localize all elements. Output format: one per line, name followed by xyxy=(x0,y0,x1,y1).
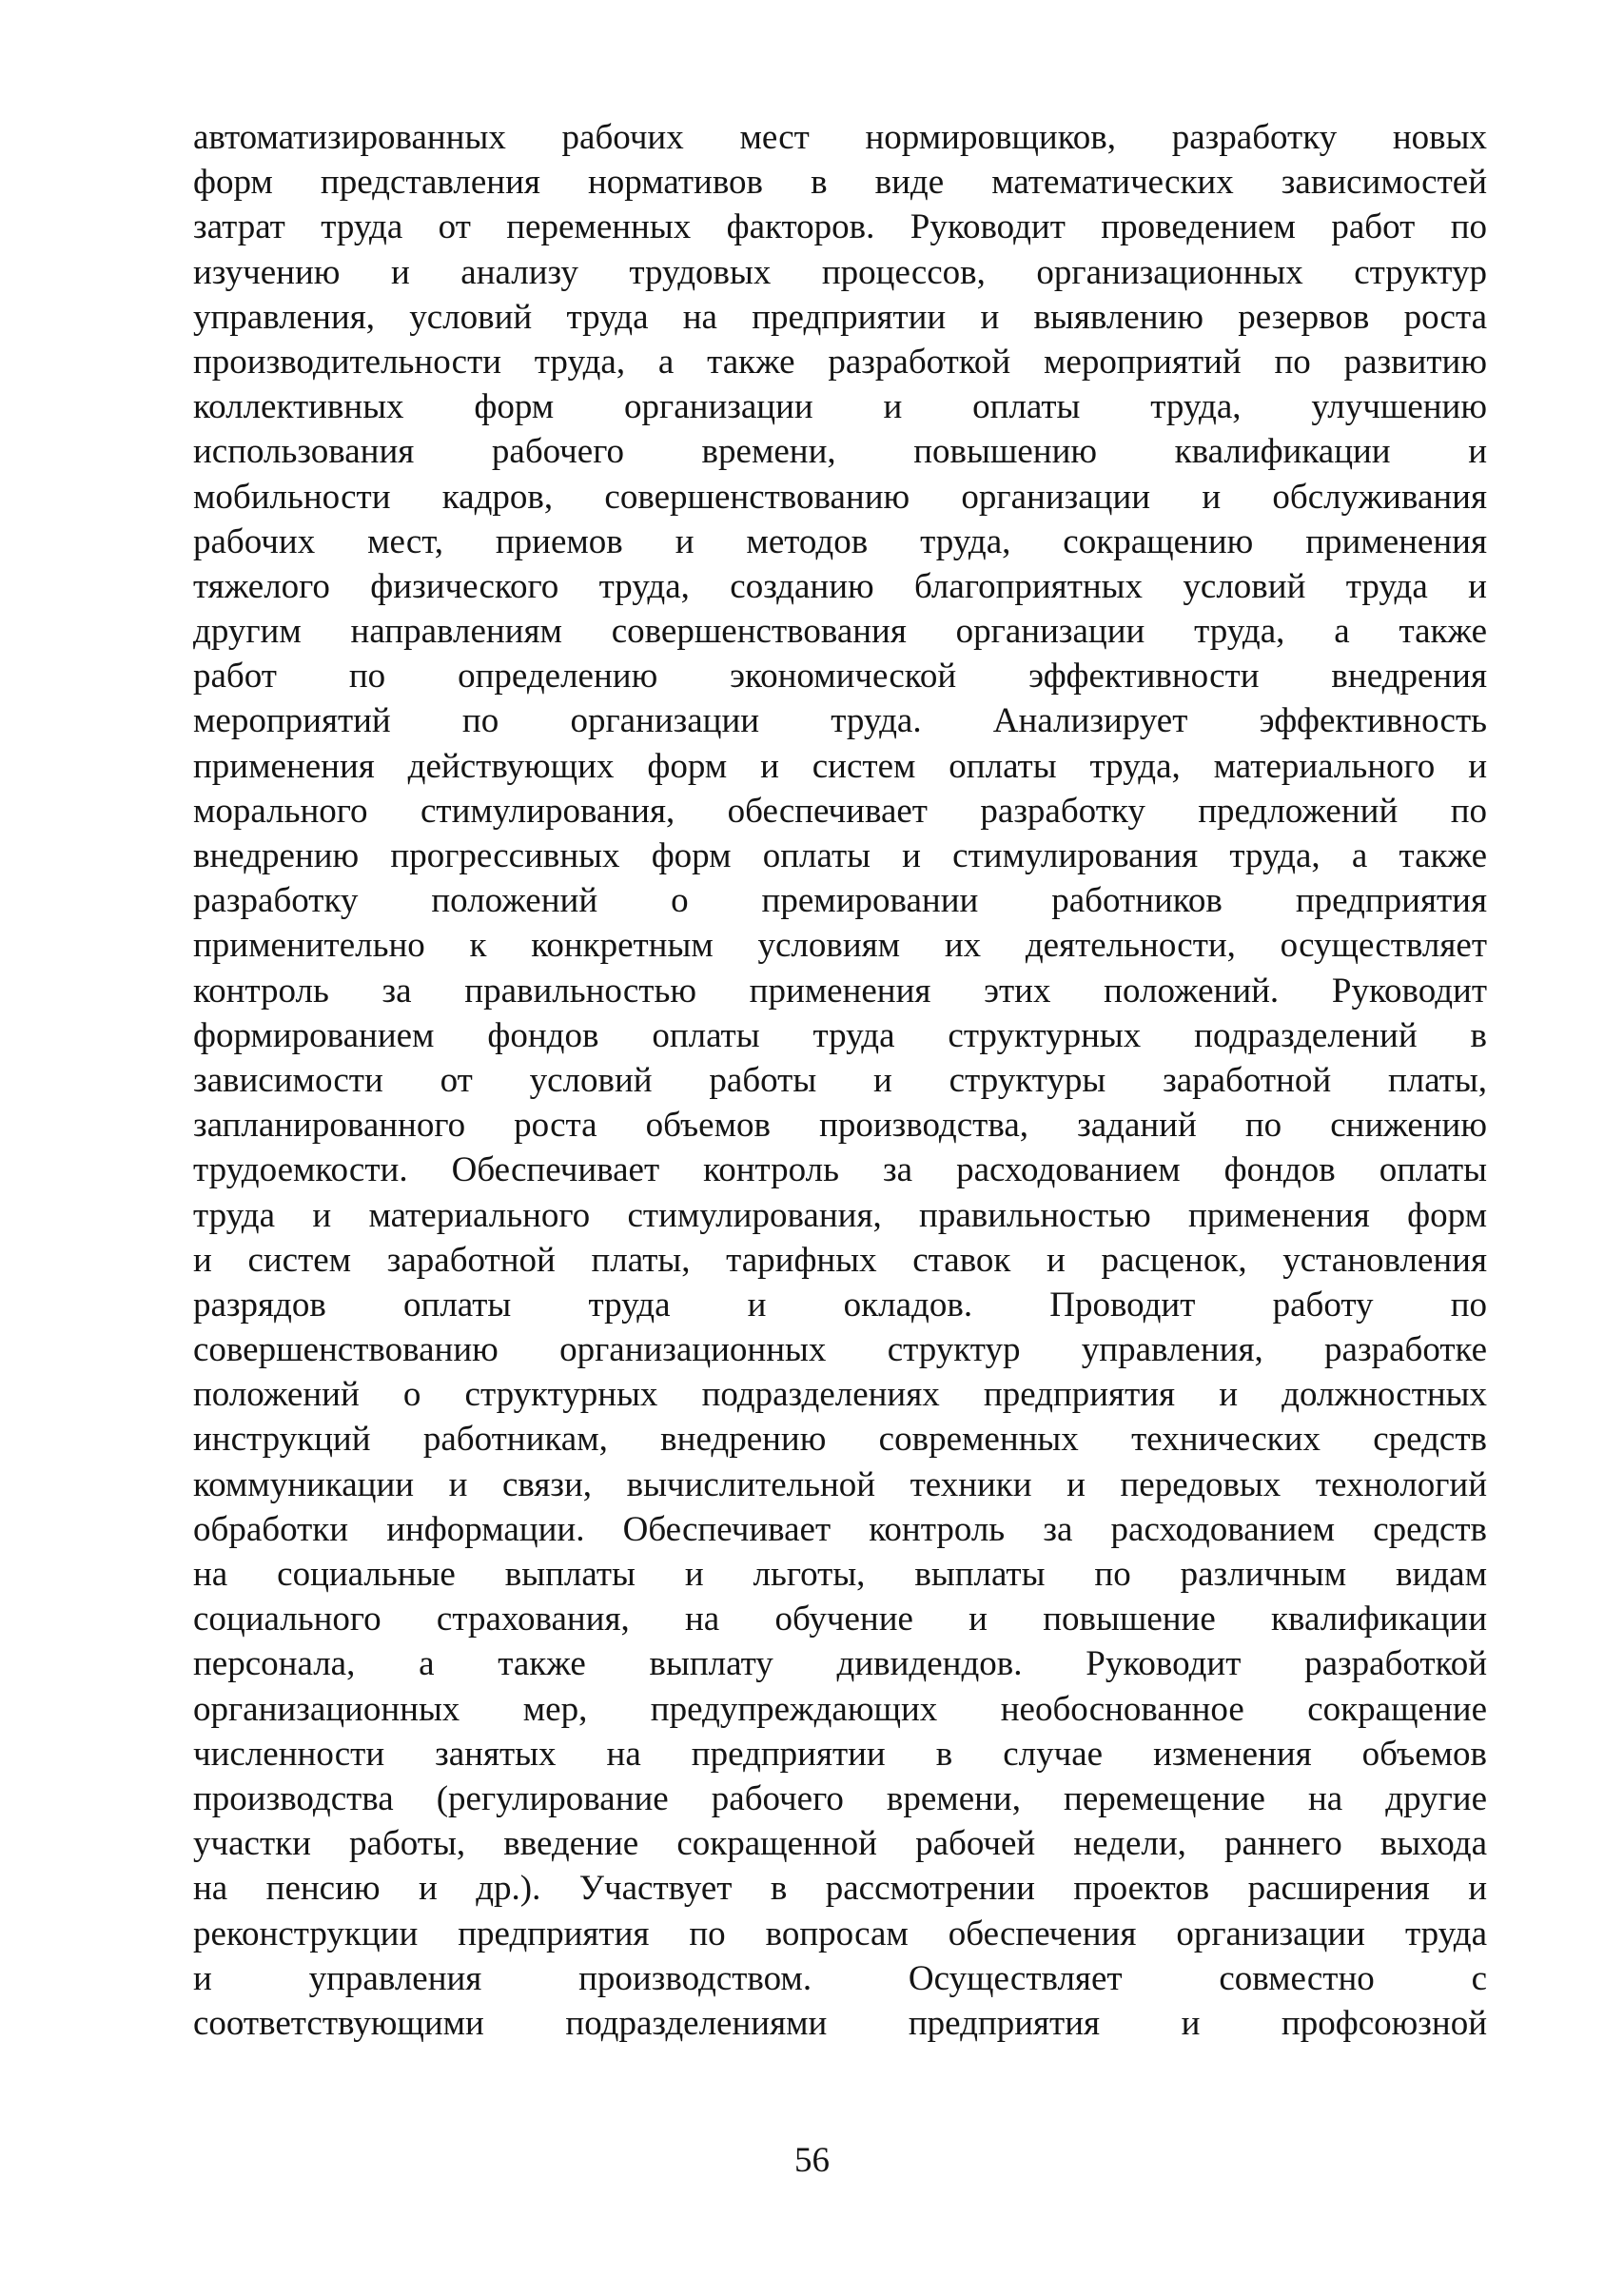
text-line: изучению и анализу трудовых процессов, организационных структур xyxy=(193,252,1487,292)
text-line: зависимости от условий работы и структуры заработной платы, xyxy=(193,1060,1487,1100)
text-line: мероприятий по организации труда. Анализирует эффективность xyxy=(193,701,1487,741)
text-line: рабочих мест, приемов и методов труда, сокращению применения xyxy=(193,521,1487,561)
text-line: и систем заработной платы, тарифных ставок и расценок, установления xyxy=(193,1240,1487,1280)
text-line: разработку положений о премировании работников предприятия xyxy=(193,881,1487,921)
text-line: инструкций работникам, внедрению современных технических средств xyxy=(193,1420,1487,1460)
text-line: форм представления нормативов в виде математических зависимостей xyxy=(193,163,1487,203)
text-line: участки работы, введение сокращенной рабочей недели, раннего выхода xyxy=(193,1824,1487,1864)
text-line: на социальные выплаты и льготы, выплаты по различным видам xyxy=(193,1555,1487,1594)
text-line: коммуникации и связи, вычислительной техники и передовых технологий xyxy=(193,1464,1487,1504)
text-line: разрядов оплаты труда и окладов. Проводит работу по xyxy=(193,1285,1487,1325)
text-line: работ по определению экономической эффективности внедрения xyxy=(193,657,1487,697)
text-line: морального стимулирования, обеспечивает разработку предложений по xyxy=(193,791,1487,831)
text-line: реконструкции предприятия по вопросам обеспечения организации труда xyxy=(193,1914,1487,1953)
text-line: применения действующих форм и систем оплаты труда, материального и xyxy=(193,746,1487,786)
text-line: производительности труда, а также разработкой мероприятий по развитию xyxy=(193,342,1487,382)
body-text xyxy=(193,115,1487,2046)
text-line: формированием фондов оплаты труда структурных подразделений в xyxy=(193,1015,1487,1055)
text-line: обработки информации. Обеспечивает контроль за расходованием средств xyxy=(193,1509,1487,1549)
text-line: автоматизированных рабочих мест нормировщиков, разработку новых xyxy=(193,118,1487,157)
text-line: контроль за правильностью применения этих положений. Руководит xyxy=(193,971,1487,1011)
text-line: социального страхования, на обучение и повышение квалификации xyxy=(193,1600,1487,1639)
text-line: запланированного роста объемов производства, заданий по снижению xyxy=(193,1106,1487,1146)
text-line: трудоемкости. Обеспечивает контроль за расходованием фондов оплаты xyxy=(193,1150,1487,1190)
text-line: затрат труда от переменных факторов. Руководит проведением работ по xyxy=(193,207,1487,247)
text-line: труда и материального стимулирования, правильностью применения форм xyxy=(193,1195,1487,1235)
text-line: коллективных форм организации и оплаты труда, улучшению xyxy=(193,387,1487,427)
text-line: производства (регулирование рабочего времени, перемещение на другие xyxy=(193,1778,1487,1818)
text-line: использования рабочего времени, повышению квалификации и xyxy=(193,432,1487,472)
text-line: внедрению прогрессивных форм оплаты и стимулирования труда, а также xyxy=(193,836,1487,875)
page-number: 56 xyxy=(794,2141,830,2180)
text-line: применительно к конкретным условиям их деятельности, осуществляет xyxy=(193,926,1487,966)
text-line: управления, условий труда на предприятии и выявлению резервов роста xyxy=(193,297,1487,337)
text-line: другим направлениям совершенствования организации труда, а также xyxy=(193,612,1487,652)
text-line: персонала, а также выплату дивидендов. Руководит разработкой xyxy=(193,1644,1487,1684)
text-line: и управления производством. Осуществляет совместно с xyxy=(193,1958,1487,1998)
text-line: положений о структурных подразделениях предприятия и должностных xyxy=(193,1375,1487,1415)
text-line: тяжелого физического труда, созданию благоприятных условий труда и xyxy=(193,566,1487,606)
text-line: совершенствованию организационных структур управления, разработке xyxy=(193,1330,1487,1370)
text-line: на пенсию и др.). Участвует в рассмотрении проектов расширения и xyxy=(193,1869,1487,1909)
text-line: соответствующими подразделениями предприятия и профсоюзной xyxy=(193,2003,1487,2043)
text-line: организационных мер, предупреждающих необоснованное сокращение xyxy=(193,1689,1487,1729)
text-line: мобильности кадров, совершенствованию организации и обслуживания xyxy=(193,477,1487,517)
text-line: численности занятых на предприятии в случае изменения объемов xyxy=(193,1734,1487,1774)
